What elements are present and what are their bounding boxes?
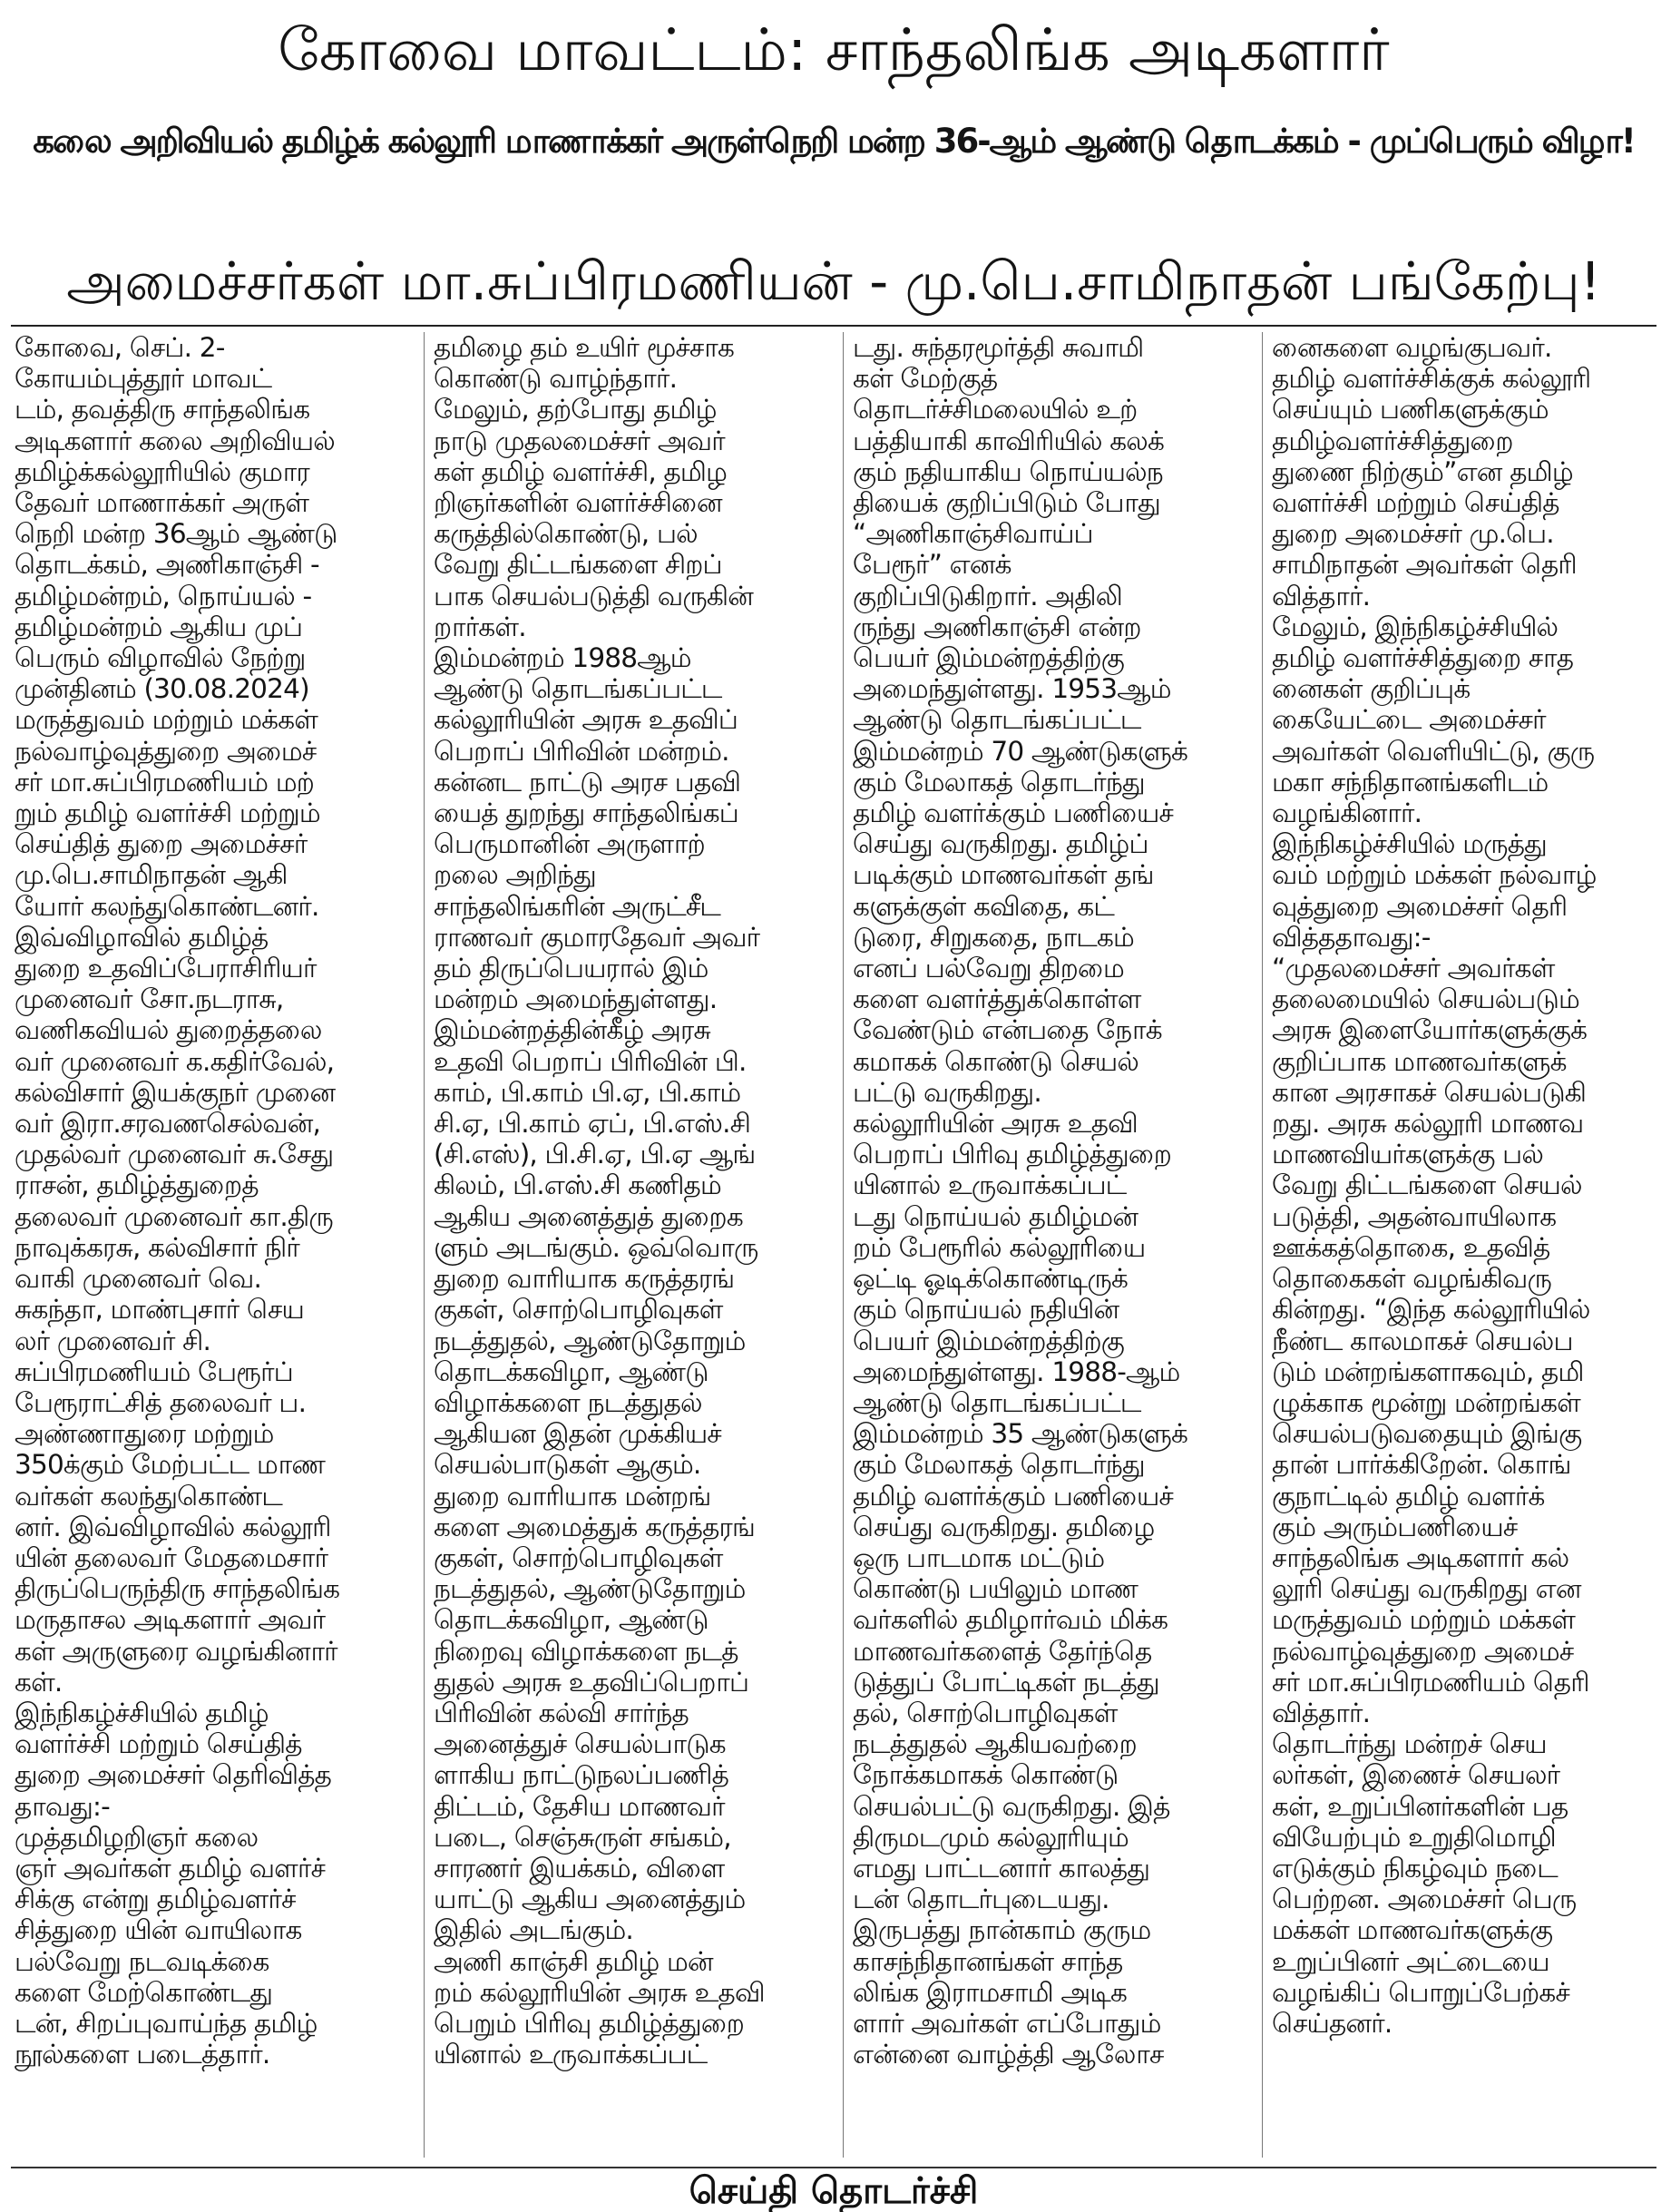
paragraph: டது. சுந்தரமூர்த்தி சுவாமி கள் மேற்குத் தொடர்ச்சிமலையில் உற் பத்தியாகி காவிரியில் கலக் கும் நதியாகிய நொய்யல்ந தியைக் குறிப்பிடும் போது “அணிகாஞ்சிவாய்ப் பேரூர்” எனக் குறிப்பிடுகிறார். அதிலி ருந்து அணிகாஞ்சி என்ற பெயர் இம்மன்றத்திற்கு அமைந்துள்ளது. 1953ஆம் ஆண்டு தொடங்கப்பட்ட இம்மன்றம் 70 ஆண்டுகளுக் கும் மேலாகத் தொடர்ந்து தமிழ் வளர்க்கும் பணியைச் செய்து வருகிறது. தமிழ்ப் படிக்கும் மாணவர்கள் தங் களுக்குள் கவிதை, கட் டுரை, சிறுகதை, நாடகம் எனப் பல்வேறு திறமை களை வளர்த்துக்கொள்ள வேண்டும் என்பதை நோக் கமாகக் கொண்டு செயல் பட்டு வருகிறது.	[853, 332, 1188, 1108]
article-column-4	[1272, 332, 1671, 2039]
paragraph: இந்நிகழ்ச்சியில் மருத்து வம் மற்றும் மக்கள் நல்வாழ் வுத்துறை அமைச்சர் தெரி வித்ததாவது:-	[1272, 828, 1597, 953]
column-divider	[424, 332, 425, 2158]
paragraph: தொடர்ந்து மன்றச் செய லர்கள், இணைச் செயலர் கள், உறுப்பினர்களின் பத வியேற்பும் உறுதிமொழி எடுக்கும் நிகழ்வும் நடை பெற்றன. அமைச்சர் பெரு மக்கள் மாணவர்களுக்கு உறுப்பினர் அட்டையை வழங்கிப் பொறுப்பேற்கச் செய்தனர்.	[1272, 1728, 1577, 2039]
footer-rule	[11, 2167, 1656, 2168]
column-divider	[1262, 332, 1263, 2158]
headline-line-2: கலை அறிவியல் தமிழ்க் கல்லூரி மாணாக்கர் அருள்நெறி மன்ற 36-ஆம் ஆண்டு தொடக்கம் - முப்பெரும் விழா!	[33, 122, 1635, 161]
paragraph: “முதலமைச்சர் அவர்கள் தலைமையில் செயல்படும் அரசு இளையோர்களுக்குக் குறிப்பாக மாணவர்களுக் கான அரசாகச் செயல்படுகி றது. அரசு கல்லூரி மாணவ மாணவியர்களுக்கு பல் வேறு திட்டங்களை செயல் படுத்தி, அதன்வாயிலாக ஊக்கத்தொகை, உதவித் தொகைகள் வழங்கிவரு கின்றது. “இந்த கல்லூரியில் நீண்ட காலமாகச் செயல்ப டும் மன்றங்களாகவும், தமி ழுக்காக மூன்று மன்றங்கள் செயல்படுவதையும் இங்கு தான் பார்க்கிறேன். கொங் குநாட்டில் தமிழ் வளர்க் கும் அரும்பணியைச் சாந்தலிங்க அடிகளார் கல் லூரி செய்து வருகிறது என மருத்துவம் மற்றும் மக்கள் நல்வாழ்வுத்துறை அமைச் சர் மா.சுப்பிரமணியம் தெரி வித்தார்.	[1272, 953, 1590, 1728]
paragraph: தமிழை தம் உயிர் மூச்சாக கொண்டு வாழ்ந்தார். மேலும், தற்போது தமிழ் நாடு முதலமைச்சர் அவர் கள் தமிழ் வளர்ச்சி, தமிழ றிஞர்களின் வளர்ச்சினை கருத்தில்கொண்டு, பல் வேறு திட்டங்களை சிறப் பாக செயல்படுத்தி வருகின் றார்கள்.	[434, 332, 754, 642]
article-column-2	[434, 332, 833, 2070]
paragraph: னைகளை வழங்குபவர். தமிழ் வளர்ச்சிக்குக் கல்லூரி செய்யும் பணிகளுக்கும் தமிழ்வளர்ச்சித்துறை துணை நிற்கும்”என தமிழ் வளர்ச்சி மற்றும் செய்தித் துறை அமைச்சர் மு.பெ. சாமிநாதன் அவர்கள் தெரி வித்தார்.	[1272, 332, 1591, 612]
paragraph: இம்மன்றம் 1988ஆம் ஆண்டு தொடங்கப்பட்ட கல்லூரியின் அரசு உதவிப் பெறாப் பிரிவின் மன்றம். கன்னட நாட்டு அரச பதவி யைத் துறந்து சாந்தலிங்கப் பெருமானின் அருளாற் றலை அறிந்து சாந்தலிங்கரின் அருட்சீட ராணவர் குமாரதேவர் அவர் தம் திருப்பெயரால் இம் மன்றம் அமைந்துள்ளது. இம்மன்றத்தின்கீழ் அரசு உதவி பெறாப் பிரிவின் பி. காம், பி.காம் பி.ஏ, பி.காம் சி.ஏ, பி.காம் ஏப், பி.எஸ்.சி (சி.எஸ்), பி.சி.ஏ, பி.ஏ ஆங் கிலம், பி.எஸ்.சி கணிதம் ஆகிய அனைத்துத் துறைக ளும் அடங்கும். ஒவ்வொரு துறை வாரியாக கருத்தரங் குகள், சொற்பொழிவுகள் நடத்துதல், ஆண்டுதோறும் தொடக்கவிழா, ஆண்டு விழாக்களை நடத்துதல் ஆகியன இதன் முக்கியச் செயல்பாடுகள் ஆகும்.	[434, 642, 760, 1481]
article-column-1	[15, 332, 414, 2070]
footer-text: செய்தி தொடர்ச்சி	[689, 2170, 979, 2212]
paragraph: இவ்விழாவில் தமிழ்த் துறை உதவிப்பேராசிரியர் முனைவர் சோ.நடராசு, வணிகவியல் துறைத்தலை வர் முனைவர் க.கதிர்வேல், கல்விசார் இயக்குநர் முனை வர் இரா.சரவணசெல்வன், முதல்வர் முனைவர் சு.சேது ராசன், தமிழ்த்துறைத் தலைவர் முனைவர் கா.திரு நாவுக்கரசு, கல்விசார் நிர் வாகி முனைவர் வெ. சுகந்தா, மாண்புசார் செய லர் முனைவர் சி. சுப்பிரமணியம் பேரூர்ப் பேரூராட்சித் தலைவர் ப. அண்ணாதுரை மற்றும் 350க்கும் மேற்பட்ட மாண வர்கள் கலந்துகொண்ட னர். இவ்விழாவில் கல்லூரி யின் தலைவர் மேதமைசார் திருப்பெருந்திரு சாந்தலிங்க மருதாசல அடிகளார் அவர் கள் அருளுரை வழங்கினார் கள்.	[15, 921, 340, 1698]
column-divider	[843, 332, 844, 2158]
headline-rule	[11, 325, 1656, 327]
paragraph: முத்தமிழறிஞர் கலை ஞர் அவர்கள் தமிழ் வளர்ச் சிக்கு என்று தமிழ்வளர்ச் சித்துறை யின் வாயிலாக பல்வேறு நடவடிக்கை களை மேற்கொண்டது டன், சிறப்புவாய்ந்த தமிழ் நூல்களை படைத்தார்.	[15, 1821, 326, 2070]
headline-line-3: அமைச்சர்கள் மா.சுப்பிரமணியன் - மு.பெ.சாமிநாதன் பங்கேற்பு!	[66, 250, 1601, 312]
paragraph: கோவை, செப். 2- கோயம்புத்தூர் மாவட் டம், தவத்திரு சாந்தலிங்க அடிகளார் கலை அறிவியல் தமிழ்க்கல்லூரியில் குமார தேவர் மாணாக்கர் அருள் நெறி மன்ற 36ஆம் ஆண்டு தொடக்கம், அணிகாஞ்சி - தமிழ்மன்றம், நொய்யல் - தமிழ்மன்றம் ஆகிய முப் பெரும் விழாவில் நேற்று முன்தினம் (30.08.2024) மருத்துவம் மற்றும் மக்கள் நல்வாழ்வுத்துறை அமைச் சர் மா.சுப்பிரமணியம் மற் றும் தமிழ் வளர்ச்சி மற்றும் செய்தித் துறை அமைச்சர் மு.பெ.சாமிநாதன் ஆகி யோர் கலந்துகொண்டனர்.	[15, 332, 337, 922]
footer-headline-fragment	[0, 2170, 1667, 2212]
paragraph: கல்லூரியின் அரசு உதவி பெறாப் பிரிவு தமிழ்த்துறை யினால் உருவாக்கப்பட் டது நொய்யல் தமிழ்மன் றம் பேரூரில் கல்லூரியை ஒட்டி ஓடிக்கொண்டிருக் கும் நொய்யல் நதியின் பெயர் இம்மன்றத்திற்கு அமைந்துள்ளது. 1988-ஆம் ஆண்டு தொடங்கப்பட்ட இம்மன்றம் 35 ஆண்டுகளுக் கும் மேலாகத் தொடர்ந்து தமிழ் வளர்க்கும் பணியைச் செய்து வருகிறது. தமிழை ஒரு பாடமாக மட்டும் கொண்டு பயிலும் மாண வர்களில் தமிழார்வம் மிக்க மாணவர்களைத் தேர்ந்தெ டுத்துப் போட்டிகள் நடத்து தல், சொற்பொழிவுகள் நடத்துதல் ஆகியவற்றை நோக்கமாகக் கொண்டு செயல்பட்டு வருகிறது. இத் திருமடமும் கல்லூரியும் எமது பாட்டனார் காலத்து டன் தொடர்புடையது. இருபத்து நான்காம் குரும காசந்நிதானங்கள் சாந்த லிங்க இராமசாமி அடிக ளார் அவர்கள் எப்போதும் என்னை வாழ்த்தி ஆலோச	[853, 1108, 1188, 2070]
paragraph: அணி காஞ்சி தமிழ் மன் றம் கல்லூரியின் அரசு உதவி பெறும் பிரிவு தமிழ்த்துறை யினால் உருவாக்கப்பட்	[434, 1945, 765, 2070]
headline-line-1: கோவை மாவட்டம்: சாந்தலிங்க அடிகளார்	[278, 17, 1390, 84]
paragraph: துறை வாரியாக மன்றங் களை அமைத்துக் கருத்தரங் குகள், சொற்பொழிவுகள் நடத்துதல், ஆண்டுதோறும் தொடக்கவிழா, ஆண்டு நிறைவு விழாக்களை நடத் துதல் அரசு உதவிப்பெறாப் பிரிவின் கல்வி சார்ந்த அனைத்துச் செயல்பாடுக ளாகிய நாட்டுநலப்பணித் திட்டம், தேசிய மாணவர் படை, செஞ்சுருள் சங்கம், சாரணர் இயக்கம், விளை யாட்டு ஆகிய அனைத்தும் இதில் அடங்கும்.	[434, 1480, 755, 1946]
article-column-3	[853, 332, 1252, 2070]
paragraph: மேலும், இந்நிகழ்ச்சியில் தமிழ் வளர்ச்சித்துறை சாத னைகள் குறிப்புக் கையேட்டை அமைச்சர் அவர்கள் வெளியிட்டு, குரு மகா சந்நிதானங்களிடம் வழங்கினார்.	[1272, 611, 1595, 829]
paragraph: இந்நிகழ்ச்சியில் தமிழ் வளர்ச்சி மற்றும் செய்தித் துறை அமைச்சர் தெரிவித்த தாவது:-	[15, 1697, 332, 1822]
